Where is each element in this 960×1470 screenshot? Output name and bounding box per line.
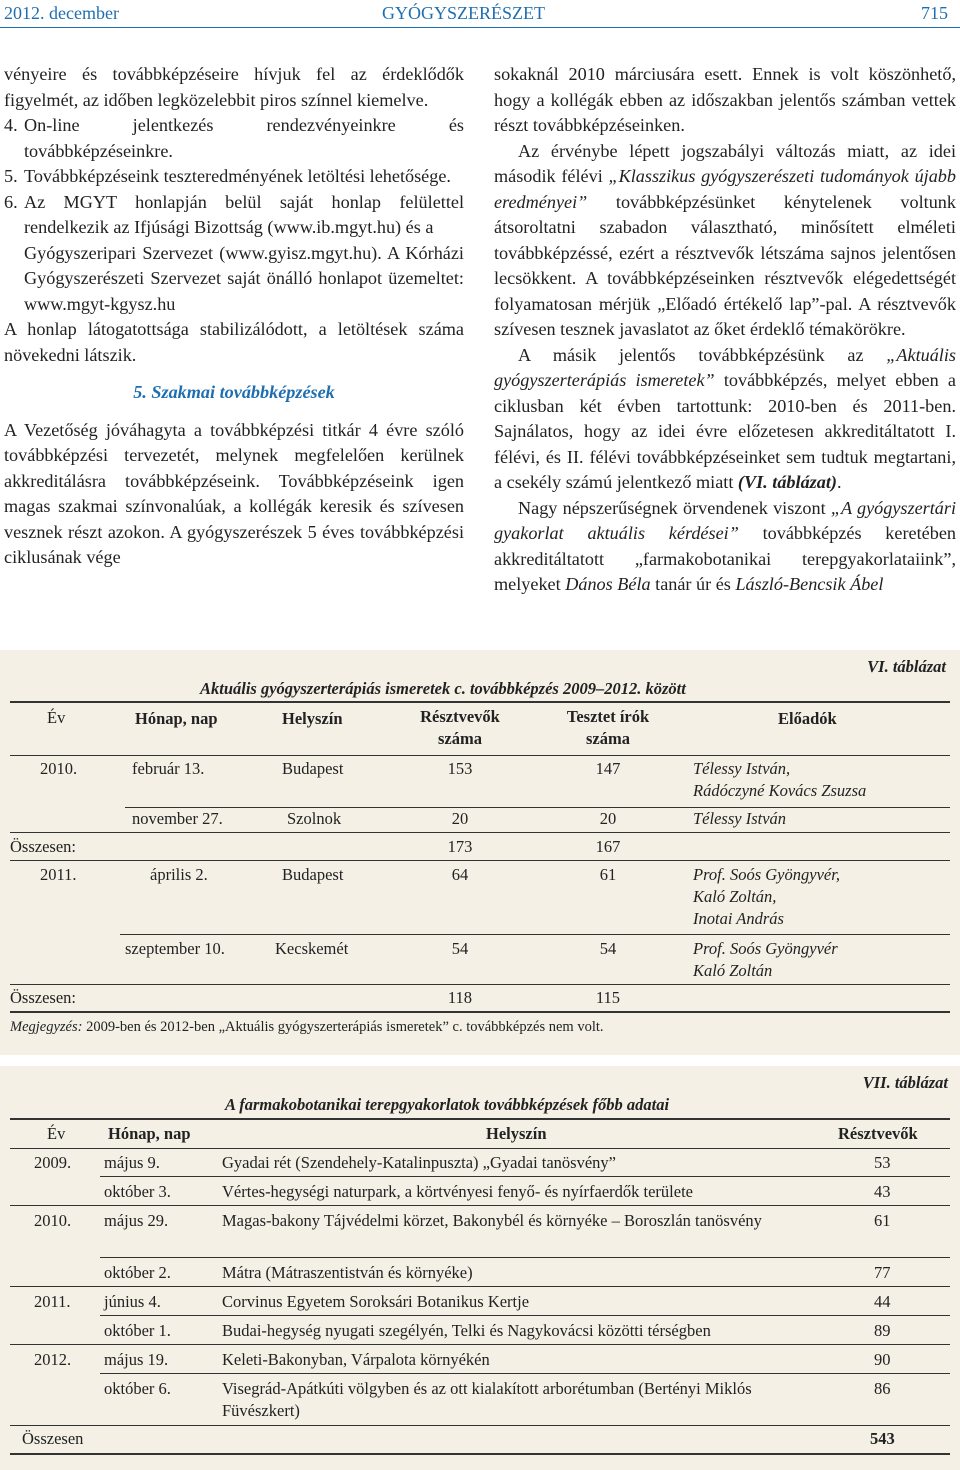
table-label: VII. táblázat [862, 1073, 948, 1092]
cell-total-participants: 543 [870, 1429, 895, 1448]
table-rule [10, 1286, 950, 1287]
cell-date: június 4. [104, 1292, 161, 1311]
header-journal-title: GYÓGYSZERÉSZET [382, 3, 545, 23]
table-rule [10, 1205, 950, 1206]
table-rule [120, 934, 950, 935]
table-rule [10, 701, 950, 703]
cell-year: 2010. [34, 1211, 72, 1230]
person-name: László-Bencsik Ábel [735, 574, 884, 594]
cell-participants: 89 [874, 1321, 891, 1340]
paragraph: A Vezetőség jóváhagyta a továbbképzési titkár 4 évre szóló továbbképzési tervezetét, melynek megfelelően kerülnek akkreditálásra továbbképzéseink. Továbbképzéseink igen magas szakmai színvonalúak, a kollégák keresik és szívesen vesznek részt azokon. A gyógyszerészek 5 éves továbbképzési ciklusának vége [4, 419, 464, 567]
table-rule [100, 1373, 950, 1374]
cell-year: 2011. [34, 1292, 71, 1311]
list-item-continuation: Gyógyszeripari Szervezet (www.gyisz.mgyt.hu). A Kórházi Gyógyszerészeti Szervezet saját önálló honlapot üzemeltet: www.mgyt-kgysz.hu [24, 242, 464, 314]
paragraph [494, 496, 956, 598]
table-rule [100, 1315, 950, 1316]
text-run: tanár úr és [650, 574, 736, 594]
table-rule [10, 832, 950, 833]
list-item [4, 190, 464, 241]
cell-total-label: Összesen [22, 1429, 84, 1448]
list-number: 5. [4, 166, 18, 186]
header-page-number: 715 [921, 3, 948, 23]
list-number: 6. [4, 191, 18, 212]
text-run: ink”, melyeket [494, 548, 956, 594]
cell-location: Magas-bakony Tájvédelmi körzet, Bakonybél és környéke – Boroszlán tanösvény [222, 1211, 762, 1230]
table-title: A farmakobotanikai terepgyakorlatok továbbképzések főbb adatai [225, 1095, 670, 1114]
text-run: Az érvénybe lépett jogszabályi változás miatt, az idei második félévi [494, 140, 956, 186]
cell-location: Kecskemét [275, 939, 349, 958]
cell-total-label: Összesen: [10, 837, 76, 856]
cell-location: Corvinus Egyetem Soroksári Botanikus Kertje [222, 1292, 530, 1311]
cell-total-participants: 118 [447, 988, 473, 1007]
cell-date: október 6. [104, 1379, 171, 1398]
cell-location: Budapest [282, 759, 344, 778]
cell-year: 2010. [40, 759, 78, 778]
text-run: továbbképzésünket kénytelenek voltunk átsoroltatni szabadon választható, minősített elméleti továbbképzéssé, ezért a résztvevők létszáma sajnos jelentősen lecsökkent. A továbbképzéseinken résztvevők elégedettségét folyamatosan mérjük „Előadó értékelő lap”-pal. A résztvevők szívesen tesznek javaslatot az őket érdeklő témakörökre. [494, 191, 956, 339]
cell-location: Vértes-hegységi naturpark, a körtvényesi fenyő- és nyírfaerdők területe [222, 1182, 693, 1201]
cell-participants: 53 [874, 1153, 891, 1172]
column-header-participants: Résztvevők [838, 1124, 918, 1143]
cell-participants: 86 [874, 1379, 891, 1398]
cell-location: Szolnok [287, 809, 342, 828]
cell-participants: 64 [451, 865, 469, 884]
cell-location: Visegrád-Apátkúti völgyben és az ott kialakított arborétumban (Bertényi Miklós Füvészkert) [222, 1379, 752, 1420]
column-header-location: Helyszín [282, 709, 343, 728]
cell-participants: 43 [874, 1182, 891, 1201]
cell-year: 2012. [34, 1350, 72, 1369]
cell-participants: 61 [874, 1211, 891, 1230]
table-rule [10, 1118, 950, 1120]
cell-lecturers: Prof. Soós Gyöngyvér, Kaló Zoltán, Inotai András [693, 865, 840, 928]
list-text: On-line jelentkezés rendezvényeinkre és továbbképzéseinkre. [24, 115, 464, 161]
paragraph [494, 343, 956, 496]
table-reference: (VI. táblázat) [737, 472, 837, 492]
cell-date: november 27. [132, 809, 223, 828]
table-rule [125, 807, 950, 808]
course-title: „Klasszikus gyógyszerészeti tudományok újabb eredményei” [494, 166, 956, 212]
paragraph: A honlap látogatottsága stabilizálódott, a letöltések száma növekedni látszik. [4, 319, 464, 365]
cell-date: május 29. [104, 1211, 169, 1230]
cell-participants: 44 [874, 1292, 891, 1311]
column-header-date: Hónap, nap [108, 1124, 191, 1143]
cell-total-label: Összesen: [10, 988, 76, 1007]
left-column [4, 62, 464, 571]
table-vii [0, 1066, 960, 1470]
paragraph: sokaknál 2010 márciusára esett. Ennek is volt köszönhető, hogy a kollégák ebben az időszakban jelentős számban vettek részt továbbképzéseinken. [494, 64, 956, 135]
cell-participants: 153 [447, 759, 473, 778]
text-run: Nagy népszerűségnek örvendenek viszont [518, 497, 831, 518]
cell-lecturers: Prof. Soós Gyöngyvér Kaló Zoltán [693, 939, 838, 980]
cell-lecturers: Télessy István, Rádóczyné Kovács Zsuzsa [693, 759, 867, 800]
header-date: 2012. december [4, 3, 119, 23]
cell-location: Keleti-Bakonyban, Várpalota környékén [222, 1350, 490, 1369]
list-item [4, 113, 464, 164]
right-column [494, 62, 956, 598]
cell-date: május 9. [104, 1153, 160, 1172]
cell-date: május 19. [104, 1350, 169, 1369]
cell-participants: 54 [451, 939, 469, 958]
table-title: Aktuális gyógyszerterápiás ismeretek c. továbbképzés 2009–2012. között [200, 679, 686, 698]
table-rule [10, 1344, 950, 1345]
text-run: . [836, 472, 842, 492]
course-title: „A gyógyszertári gyakorlat aktuális kérdései” [494, 497, 957, 543]
cell-test-takers: 61 [599, 865, 617, 884]
table-rule [10, 1148, 950, 1149]
table-rule [100, 1257, 950, 1258]
cell-total-test-takers: 167 [595, 837, 621, 856]
table-vi [0, 650, 960, 1055]
cell-location: Mátra (Mátraszentistván és környéke) [222, 1263, 473, 1282]
text-run: továbbképzés, melyet ebben a ciklusban két évben tartottunk: 2010-ben és 2011-ben. Sajnálatos, hogy az idei évre előzetesen akkreditáltatott I. félévi, és II. félévi továbbképzéseinket sem tudtuk megtartani, a csekély számú jelentkező miatt [494, 370, 956, 492]
cell-test-takers: 54 [599, 939, 617, 958]
paragraph: vényeire és továbbképzéseire hívjuk fel az érdeklődők figyelmét, az időben legközelebbit piros színnel kiemelve. [4, 64, 464, 110]
table-rule [10, 984, 950, 985]
column-header-date: Hónap, nap [135, 709, 218, 728]
cell-date: október 1. [104, 1321, 171, 1340]
table-label: VI. táblázat [867, 657, 946, 676]
course-title: „Aktuális gyógyszerterápiás ismeretek” [494, 344, 956, 390]
cell-location: Gyadai rét (Szendehely-Katalinpuszta) „Gyadai tanösvény” [222, 1153, 617, 1172]
cell-location: Budai-hegység nyugati szegélyén, Telki és Nagykovácsi közötti térségben [222, 1321, 711, 1340]
table-rule [10, 1425, 950, 1426]
cell-test-takers: 20 [599, 809, 617, 828]
cell-total-test-takers: 115 [595, 988, 621, 1007]
cell-date: október 2. [104, 1263, 171, 1282]
list-text: Az MGYT honlapján belül saját honlap felülettel rendelkezik az Ifjúsági Bizottság (www.ib.mgyt.hu) és a [24, 191, 464, 237]
column-header-year: Év [47, 708, 66, 727]
cell-participants: 20 [451, 809, 469, 828]
cell-lecturers: Télessy István [693, 809, 787, 828]
column-header-location: Helyszín [486, 1124, 547, 1143]
cell-total-participants: 173 [447, 837, 473, 856]
table-note: Megjegyzés: 2009-ben és 2012-ben „Aktuális gyógyszerterápiás ismeretek” c. továbbképzés nem volt. [10, 1019, 604, 1035]
cell-location: Budapest [282, 865, 344, 884]
cell-participants: 77 [874, 1263, 891, 1282]
column-header-lecturers: Előadók [778, 709, 837, 728]
cell-date: február 13. [132, 759, 205, 778]
table-rule [100, 1176, 950, 1177]
list-item [4, 164, 464, 190]
table-rule [10, 1011, 950, 1013]
cell-date: október 3. [104, 1182, 171, 1201]
table-rule [10, 755, 950, 756]
person-name: Dános Béla [565, 574, 651, 594]
cell-year: 2011. [40, 865, 77, 884]
cell-participants: 90 [874, 1350, 891, 1369]
text-run: továbbképzés keretében akkreditáltatott „farmakobotanikai terepgyakorlatai [494, 523, 956, 569]
cell-year: 2009. [34, 1153, 72, 1172]
text-run: A másik jelentős továbbképzésünk az [518, 344, 887, 365]
table-rule [10, 860, 950, 861]
table-rule [10, 1453, 950, 1455]
page-header [0, 0, 960, 28]
cell-test-takers: 147 [595, 759, 621, 778]
section-heading: 5. Szakmai továbbképzések [133, 382, 335, 402]
column-header-test-takers: Tesztet írók száma [566, 707, 650, 748]
list-number: 4. [4, 115, 18, 135]
column-header-participants: Résztvevők száma [420, 707, 500, 748]
paragraph [494, 139, 956, 343]
cell-date: április 2. [150, 865, 208, 884]
cell-date: szeptember 10. [125, 939, 225, 958]
list-text: Továbbképzéseink teszteredményének letöltési lehetősége. [24, 166, 451, 186]
column-header-year: Év [47, 1124, 66, 1143]
